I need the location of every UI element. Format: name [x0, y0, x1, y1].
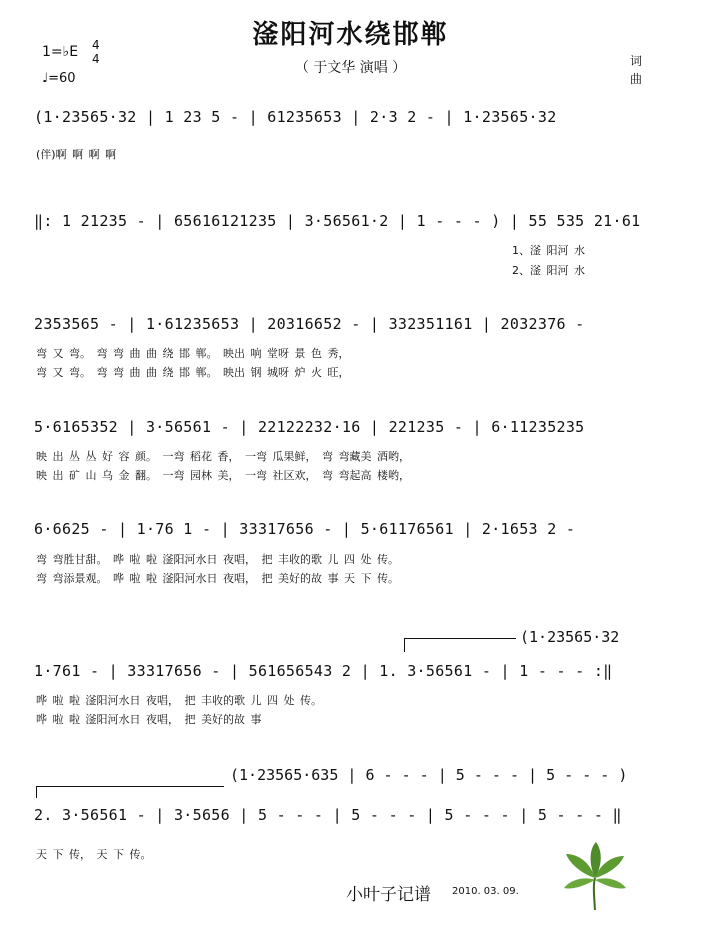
lyric-row-1-verse-1: (伴)啊 啊 啊 啊	[36, 148, 117, 161]
score-row-6: 1·761 - | 33317656 - | 561656543 2 | 1. 3·56561 - | 1 - - - :‖	[34, 662, 613, 680]
transcription-date: 2010. 03. 09.	[452, 886, 519, 897]
lyric-row-6-verse-2: 哗 啦 啦 滏阳河水日 夜唱， 把 美好的故 事	[36, 713, 262, 726]
key-signature: 1=♭E	[42, 44, 79, 60]
tempo-marking: ♩=60	[42, 71, 76, 86]
score-row-7: 2. 3·56561 - | 3·5656 | 5 - - - | 5 - - - | 5 - - - | 5 - - - ‖	[34, 806, 622, 824]
lyric-row-4-verse-2: 映 出 矿 山 乌 金 翻。 一弯 园林 美， 一弯 社区欢， 弯 弯起高 楼哟，	[36, 469, 410, 482]
meter-top: 4	[92, 38, 100, 52]
alt-intro-line: (1·23565·32	[520, 628, 620, 646]
volta-1-line	[404, 638, 516, 639]
lyric-row-7: 天 下 传， 天 下 传。	[36, 848, 152, 861]
meter-bottom: 4	[92, 52, 100, 66]
score-row-4: 5·6165352 | 3·56561 - | 22122232·16 | 221235 - | 6·11235235	[34, 418, 585, 436]
lyric-row-5-verse-2: 弯 弯添景观。 哗 啦 啦 滏阳河水日 夜唱， 把 美好的故 事 天 下 传。	[36, 572, 399, 585]
composer-credit: 曲	[630, 72, 643, 86]
leaf-icon	[560, 840, 630, 915]
volta-2-line	[36, 786, 224, 787]
score-row-5: 6·6625 - | 1·76 1 - | 33317656 - | 5·611765​61 | 2·1653 2 -	[34, 520, 576, 538]
time-signature	[92, 38, 100, 66]
lyric-row-4-verse-1: 映 出 丛 丛 好 容 颜。 一弯 稻花 香， 一弯 瓜果鲜， 弯 弯藏美 酒哟，	[36, 450, 410, 463]
lyric-row-2-verse-2: 2、滏 阳河 水	[512, 264, 585, 277]
score-row-2: ‖: 1 21235 - | 65616121235 | 3·56561·2 | 1 - - - ) | 55 535 21·61	[34, 212, 641, 230]
transcriber-signature: 小叶子记谱	[346, 885, 431, 905]
lyric-row-2-verse-1: 1、滏 阳河 水	[512, 244, 585, 257]
lyric-row-6-verse-1: 哗 啦 啦 滏阳河水日 夜唱， 把 丰收的歌 儿 四 处 传。	[36, 694, 322, 707]
song-title: 滏阳河水绕邯郸	[252, 20, 449, 50]
lyric-row-3-verse-2: 弯 又 弯。 弯 弯 曲 曲 绕 邯 郸。 映出 钢 城呀 炉 火 旺，	[36, 366, 350, 379]
performer-line: （ 于文华 演唱 ）	[294, 60, 407, 76]
lyricist-credit: 词	[630, 54, 643, 68]
score-row-1: (1·23565·32 | 1 23 5 - | 61235653 | 2·3 2 - | 1·23565·32	[34, 108, 557, 126]
volta-1-hook	[404, 638, 405, 652]
alt-ending-line: (1·23565·635 | 6 - - - | 5 - - - | 5 - - - )	[230, 766, 628, 784]
score-row-3: 2353565 - | 1·61235653 | 20316652 - | 332351161 | 2032376 -	[34, 315, 585, 333]
lyric-row-3-verse-1: 弯 又 弯。 弯 弯 曲 曲 绕 邯 郸。 映出 响 堂呀 景 色 秀，	[36, 347, 350, 360]
lyric-row-5-verse-1: 弯 弯胜甘甜。 哗 啦 啦 滏阳河水日 夜唱， 把 丰收的歌 儿 四 处 传。	[36, 553, 399, 566]
volta-2-hook	[36, 786, 37, 798]
